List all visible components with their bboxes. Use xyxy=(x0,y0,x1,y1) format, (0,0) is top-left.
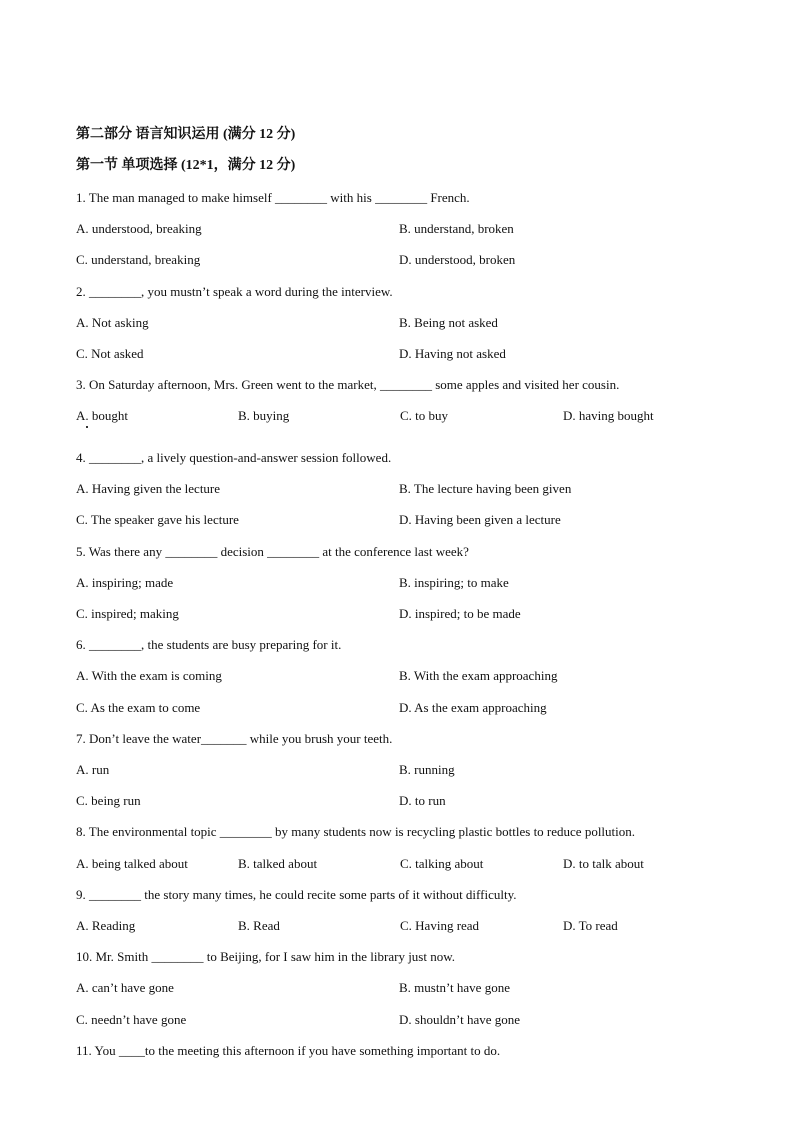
question-11-stem: 11. You ____to the meeting this afternoon if you have something important to do. xyxy=(76,1043,501,1058)
question-4-stem: 4. ________, a lively question-and-answer session followed. xyxy=(76,450,392,465)
question-9-option-b: B. Read xyxy=(238,918,280,933)
question-8-option-c: C. talking about xyxy=(400,856,484,871)
question-8-option-d: D. to talk about xyxy=(563,856,644,871)
question-8-option-a: A. being talked about xyxy=(76,856,188,871)
question-1-option-a: A. understood, breaking xyxy=(76,221,202,236)
question-3-option-c: C. to buy xyxy=(400,408,449,423)
question-4-option-b: B. The lecture having been given xyxy=(399,481,572,496)
question-1-stem: 1. The man managed to make himself ________ with his ________ French. xyxy=(76,190,470,205)
question-10-option-c: C. needn’t have gone xyxy=(76,1012,187,1027)
question-8-stem: 8. The environmental topic ________ by many students now is recycling plastic bottles to reduce pollution. xyxy=(76,824,636,839)
question-7-option-a: A. run xyxy=(76,762,110,777)
question-9-option-c: C. Having read xyxy=(400,918,480,933)
question-5-option-b: B. inspiring; to make xyxy=(399,575,509,590)
question-10-option-d: D. shouldn’t have gone xyxy=(399,1012,521,1027)
question-5-option-a: A. inspiring; made xyxy=(76,575,174,590)
question-6-option-d: D. As the exam approaching xyxy=(399,700,547,715)
question-7-stem: 7. Don’t leave the water_______ while you brush your teeth. xyxy=(76,731,393,746)
question-6-option-a: A. With the exam is coming xyxy=(76,668,222,683)
question-5-stem: 5. Was there any ________ decision ________ at the conference last week? xyxy=(76,544,469,559)
question-4-option-c: C. The speaker gave his lecture xyxy=(76,512,239,527)
question-3-option-a: A. bought xyxy=(76,408,128,423)
question-7-option-d: D. to run xyxy=(399,793,446,808)
question-4-option-a: A. Having given the lecture xyxy=(76,481,221,496)
question-3-option-d: D. having bought xyxy=(563,408,654,423)
section-title: 第二部分 语言知识运用 (满分 12 分) xyxy=(76,127,296,142)
question-8-option-b: B. talked about xyxy=(238,856,318,871)
question-7-option-c: C. being run xyxy=(76,793,141,808)
question-9-option-a: A. Reading xyxy=(76,918,136,933)
question-2-stem: 2. ________, you mustn’t speak a word during the interview. xyxy=(76,284,393,299)
question-10-option-b: B. mustn’t have gone xyxy=(399,980,510,995)
question-1-option-c: C. understand, breaking xyxy=(76,252,201,267)
question-3-stem: 3. On Saturday afternoon, Mrs. Green went to the market, ________ some apples and visited her cousin. xyxy=(76,377,620,392)
question-10-stem: 10. Mr. Smith ________ to Beijing, for I saw him in the library just now. xyxy=(76,949,456,964)
question-2-option-c: C. Not asked xyxy=(76,346,144,361)
question-2-option-b: B. Being not asked xyxy=(399,315,498,330)
question-9-option-d: D. To read xyxy=(563,918,618,933)
question-6-stem: 6. ________, the students are busy preparing for it. xyxy=(76,637,342,652)
question-4-option-d: D. Having been given a lecture xyxy=(399,512,561,527)
question-2-option-d: D. Having not asked xyxy=(399,346,506,361)
question-6-option-c: C. As the exam to come xyxy=(76,700,201,715)
question-6-option-b: B. With the exam approaching xyxy=(399,668,558,683)
question-5-option-c: C. inspired; making xyxy=(76,606,179,621)
question-10-option-a: A. can’t have gone xyxy=(76,980,174,995)
question-1-option-b: B. understand, broken xyxy=(399,221,514,236)
question-2-option-a: A. Not asking xyxy=(76,315,149,330)
subsection-title: 第一节 单项选择 (12*1，满分 12 分) xyxy=(76,158,296,173)
stray-mark xyxy=(86,426,88,428)
question-7-option-b: B. running xyxy=(399,762,455,777)
question-9-stem: 9. ________ the story many times, he could recite some parts of it without difficulty. xyxy=(76,887,517,902)
question-3-option-b: B. buying xyxy=(238,408,290,423)
question-5-option-d: D. inspired; to be made xyxy=(399,606,521,621)
question-1-option-d: D. understood, broken xyxy=(399,252,516,267)
